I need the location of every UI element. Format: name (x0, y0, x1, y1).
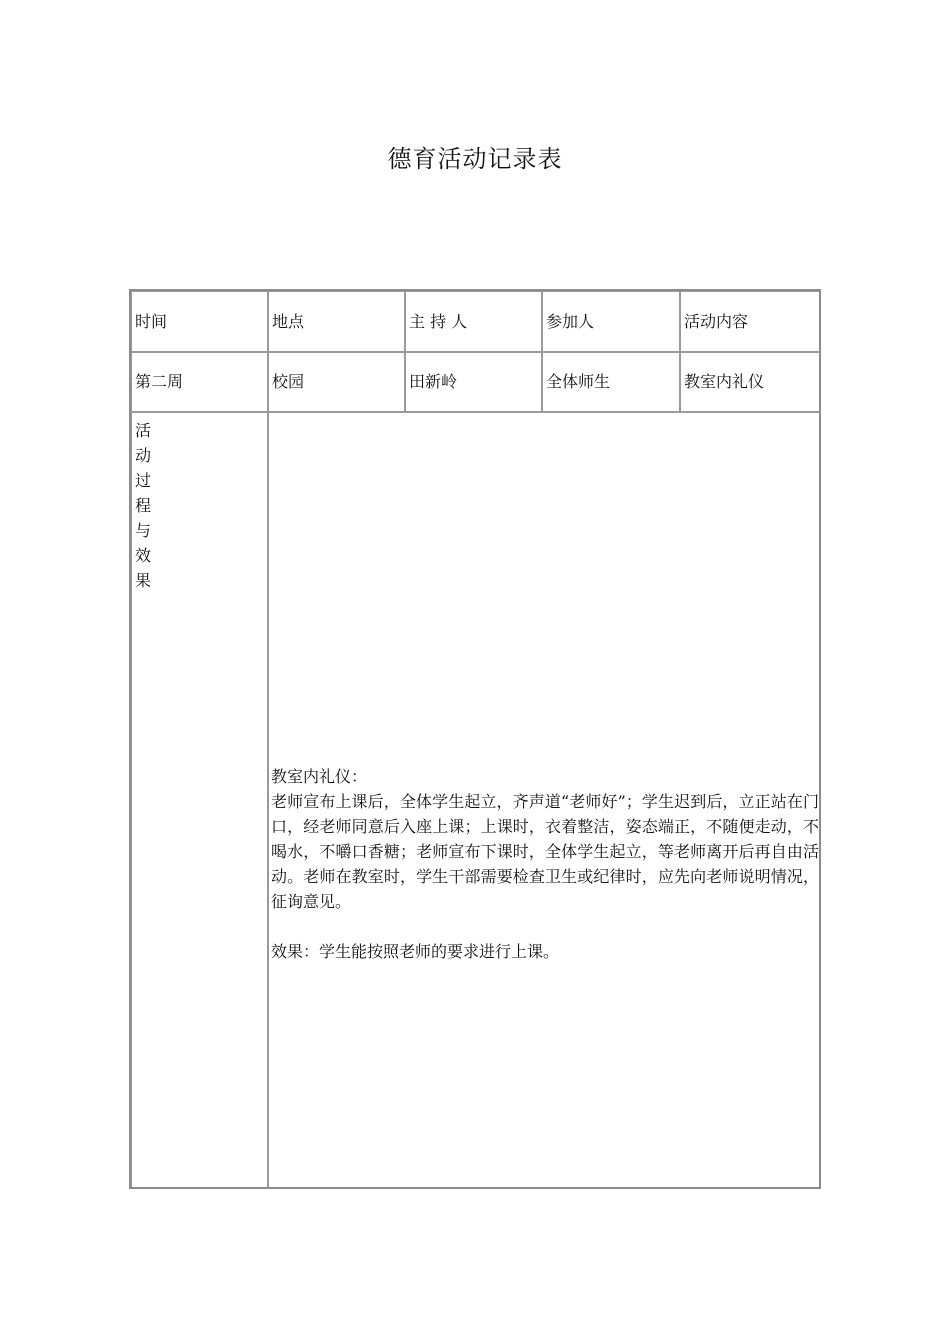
header-time: 时间 (132, 292, 267, 351)
label-char: 动 (135, 446, 152, 465)
value-participants: 全体师生 (543, 353, 679, 411)
value-time: 第二周 (132, 353, 267, 411)
label-char: 与 (135, 521, 152, 540)
content-heading: 教室内礼仪： (271, 767, 368, 786)
label-char: 效 (135, 546, 152, 565)
label-char: 程 (135, 496, 152, 515)
process-effect-content (269, 413, 819, 1187)
header-location: 地点 (269, 292, 404, 351)
label-char: 过 (135, 471, 152, 490)
header-host: 主 持 人 (406, 292, 541, 351)
page-title: 德育活动记录表 (387, 145, 563, 173)
header-activity-content: 活动内容 (681, 292, 819, 351)
header-participants: 参加人 (543, 292, 679, 351)
activity-record-table (129, 289, 821, 1189)
label-char: 活 (135, 421, 152, 440)
process-effect-label (132, 413, 267, 1187)
content-body: 老师宣布上课后，全体学生起立，齐声道“老师好”；学生迟到后，立正站在门口，经老师同意后入座上课；上课时，衣着整洁，姿态端正，不随便走动，不喝水，不嚼口香糖；老师宣布下课时，全体学生起立，等老师离开后再自由活动。老师在教室时，学生干部需要检查卫生或纪律时，应先向老师说明情况，征询意见。 (271, 792, 819, 911)
label-char: 果 (135, 571, 152, 590)
value-location: 校园 (269, 353, 404, 411)
value-activity-content: 教室内礼仪 (681, 353, 819, 411)
value-host: 田新岭 (406, 353, 541, 411)
content-effect: 效果：学生能按照老师的要求进行上课。 (271, 942, 560, 961)
content-text (271, 764, 819, 964)
